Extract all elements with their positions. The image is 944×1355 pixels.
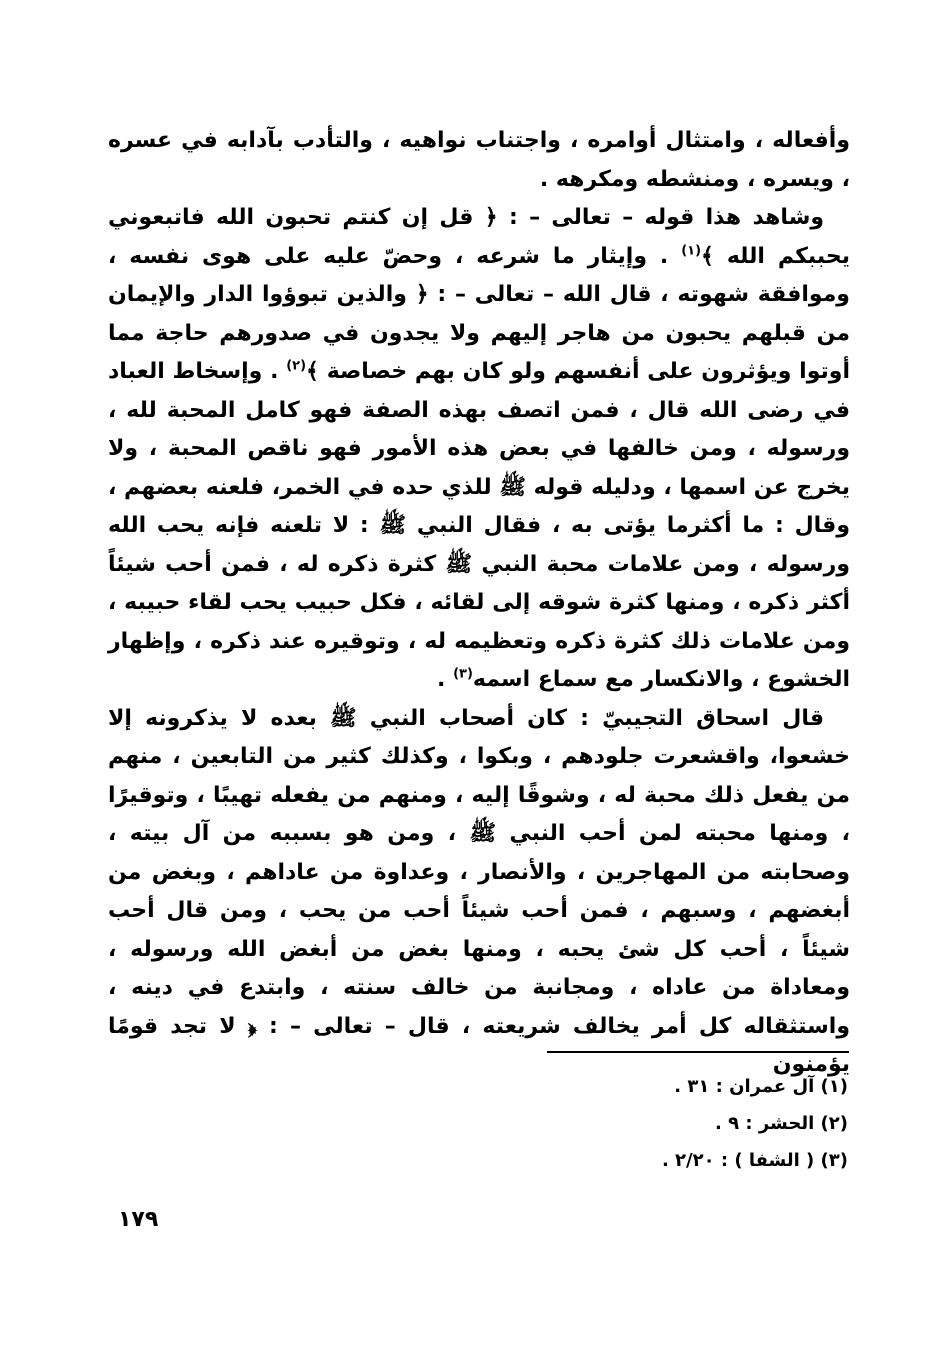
footnote-1: (١) آل عمران : ٣١ . xyxy=(674,1076,848,1097)
quran-quote-2: والذين تبوؤوا الدار والإيمان من قبلهم يحبون من هاجر إليهم ولا يجدون في صدورهم حاجة مما أوتوا ويؤثرون على أنفسهم ولو كان بهم خصاصة xyxy=(108,282,850,384)
footnotes xyxy=(548,1068,848,1179)
paragraph-1: وأفعاله ، وامتثال أوامره ، واجتناب نواهيه ، والتأدب بآدابه في عسره ، ويسره ، ومنشطه ومكرهه . xyxy=(108,128,850,192)
main-text xyxy=(108,122,850,1085)
footnote-separator xyxy=(547,1051,849,1053)
footnote-ref-1: (١) xyxy=(681,243,702,259)
quran-quote-1: قل إن كنتم تحبون الله فاتبعوني يحببكم الله xyxy=(108,205,851,269)
footnote-2: (٢) الحشر : ٩ . xyxy=(715,1113,848,1134)
paragraph-3: قال اسحاق التجيبيّ : كان أصحاب النبي ﷺ بعده لا يذكرونه إلا خشعوا، واقشعرت جلودهم ، وبكوا ، وكذلك كثير من التابعين ، منهم من يفعل ذلك محبة له ، وشوقًا إليه ، ومنهم من يفعله تهيبًا ، وتوقيرًا ، ومنها محبته لمن أحب النبي ﷺ ، ومن هو بسببه من آل بيته ، وصحابته من المهاجرين ، والأنصار ، وعداوة من عاداهم ، وبغض من أبغضهم ، وسبهم ، فمن أحب شيئاً أحب من يحب ، ومن قال أحب شيئاً ، أحب كل شئ يحبه ، ومنها بغض من أبغض الله ورسوله ، ومعاداة من عاداه ، ومجانبة من خالف سنته ، وابتدع في دينه ، واستثقاله كل أمر يخالف شريعته ، قال – تعالى – : ﴿ لا تجد قومًا يؤمنون xyxy=(108,705,850,1077)
page-number: ١٧٩ xyxy=(118,1207,159,1232)
paragraph-2: وشاهد هذا قوله – تعالى – : ﴿ قل إن كنتم تحبون الله فاتبعوني يحببكم الله ﴾$^{(١)}$ . وإيثار ما شرعه ، وحضّ عليه على هوى نفسه ، وموافقة شهوته ، قال الله – تعالى – : ﴿ والذين تبوؤوا الدار والإيمان من قبلهم يحبون من هاجر إليهم ولا يجدون في صدورهم حاجة مما أوتوا ويؤثرون على أنفسهم ولو كان بهم خصاصة ﴾$^{(٢)}$ . وإسخاط العباد في رضى الله قال ، فمن اتصف بهذه الصفة فهو كامل المحبة لله ، ورسوله ، ومن خالفها في بعض هذه الأمور فهو ناقص المحبة ، ولا يخرج عن اسمها ، ودليله قوله ﷺ للذي حده في الخمر، فلعنه بعضهم ، وقال : ما أكثرما يؤتى به ، فقال النبي ﷺ : لا تلعنه فإنه يحب الله ورسوله ، ومن علامات محبة النبي ﷺ كثرة ذكره له ، فمن أحب شيئاً أكثر ذكره ، ومنها كثرة شوقه إلى لقائه ، فكل حبيب يحب لقاء حبيبه ، ومن علامات ذلك كثرة ذكره وتعظيمه له ، وتوقيره عند ذكره ، وإظهار الخشوع ، والانكسار مع سماع اسمه$^{(٣)}$ . xyxy=(108,205,851,692)
footnote-3: (٣) ( الشفا ) : ٢/٢٠ . xyxy=(661,1150,848,1171)
quran-quote-3: لا تجد قومًا يؤمنون xyxy=(108,1013,850,1077)
footnote-ref-2: (٢) xyxy=(286,358,307,374)
footnote-ref-3: (٣) xyxy=(453,666,473,682)
